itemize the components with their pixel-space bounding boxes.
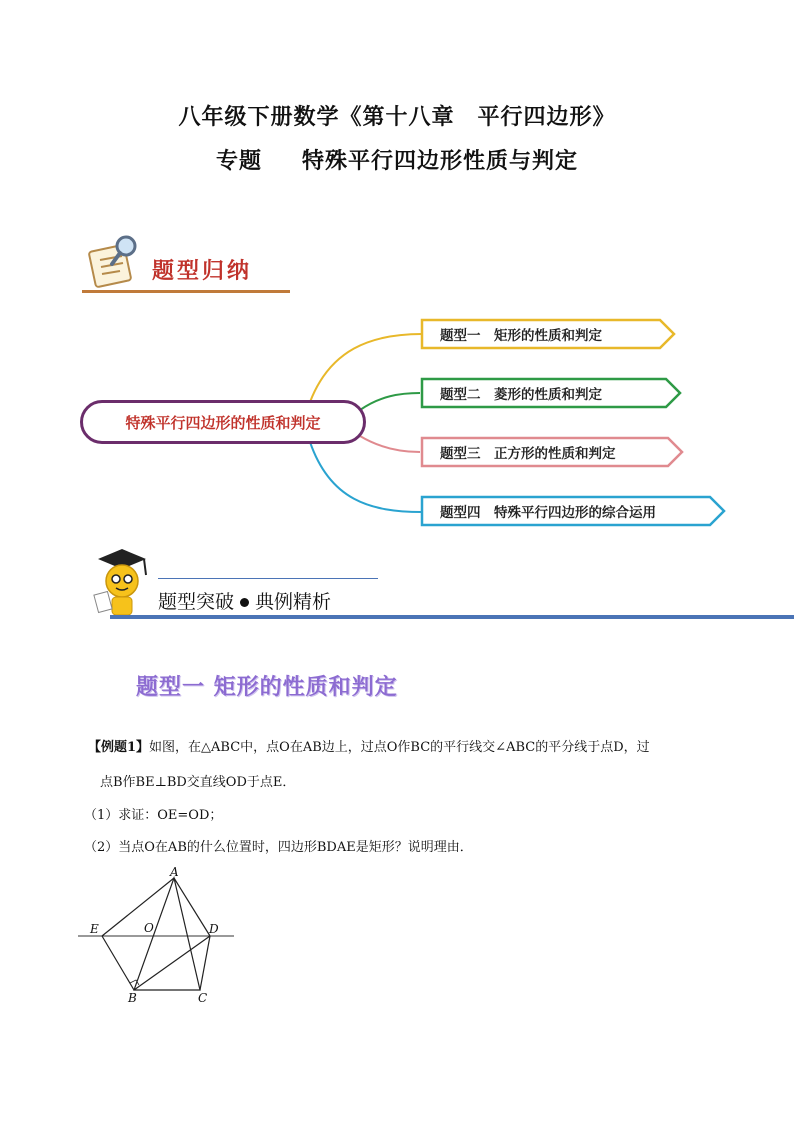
problem-text: 如图，在△ABC中，点O在AB边上，过点O作BC的平行线交∠ABC的平分线于点D，过: [149, 740, 650, 755]
section-header-examples: [88, 545, 794, 625]
mindmap-branch-1: [420, 318, 676, 350]
graduate-mascot-icon: [88, 545, 152, 621]
mindmap-branch-2: [420, 377, 682, 409]
section-rule: [110, 615, 794, 619]
document-title: 八年级下册数学《第十八章 平行四边形》: [178, 104, 616, 130]
section-title-part-a: 题型突破: [158, 591, 235, 613]
topic-mindmap: [70, 310, 740, 540]
point-label-C: C: [198, 991, 208, 1005]
point-label-E: E: [90, 922, 99, 936]
section-title-part-b: 典例精析: [255, 591, 332, 613]
mindmap-branch-3: [420, 436, 684, 468]
notepad-magnifier-icon: [84, 232, 144, 290]
point-label-B: B: [128, 991, 137, 1005]
segment-EB: [102, 936, 134, 990]
branch-label: 题型一 矩形的性质和判定: [440, 328, 602, 344]
topic-subheading: 题型一 矩形的性质和判定: [136, 674, 398, 700]
problem-line-1: [88, 738, 650, 758]
segment-DC: [200, 936, 210, 990]
mindmap-center-node: 特殊平行四边形的性质和判定: [80, 400, 366, 444]
mindmap-branch-4: [420, 495, 726, 527]
segment-AD: [174, 878, 210, 936]
section-thin-rule: [158, 578, 378, 579]
section-rule: [82, 290, 290, 293]
problem-tag: 【例题1】: [88, 740, 150, 755]
problem-line-2: 点B作BE⊥BD交直线OD于点E．: [100, 775, 296, 790]
subtitle-topic: 特殊平行四边形性质与判定: [302, 148, 579, 174]
subtitle-prefix: 专题: [215, 148, 262, 174]
bullet-dot-icon: [240, 598, 249, 607]
branch-label: 题型三 正方形的性质和判定: [440, 446, 616, 462]
point-label-A: A: [170, 866, 179, 879]
branch-label: 题型二 菱形的性质和判定: [440, 387, 602, 403]
point-label-O: O: [144, 921, 154, 935]
branch-label: 题型四 特殊平行四边形的综合运用: [440, 505, 656, 521]
document-subtitle: [0, 144, 794, 175]
question-1: （1）求证：OE=OD；: [84, 808, 223, 823]
point-label-D: D: [209, 922, 219, 936]
section-title: [158, 587, 331, 614]
section-title: 题型归纳: [152, 258, 253, 284]
geometry-figure: [78, 866, 238, 1006]
section-header-summary: [82, 232, 292, 296]
question-2: （2）当点O在AB的什么位置时，四边形BDAE是矩形？说明理由．: [84, 840, 473, 855]
